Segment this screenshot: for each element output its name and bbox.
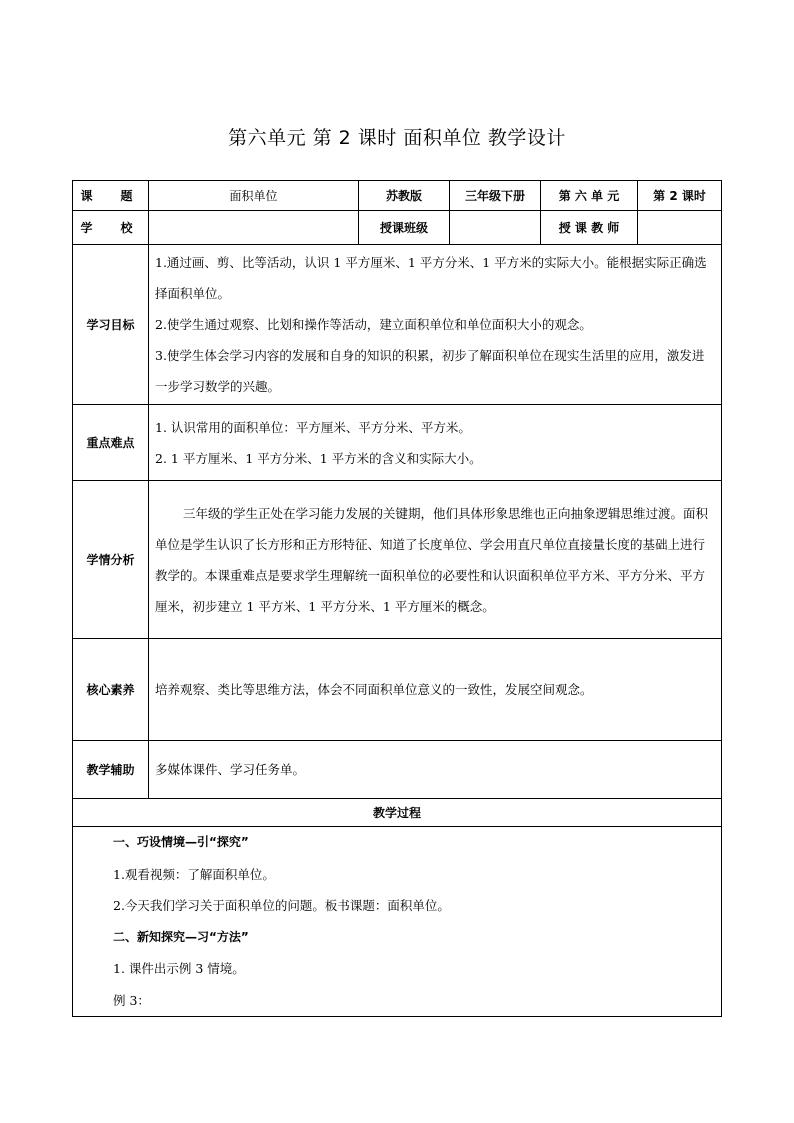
goals-row [73,245,722,405]
analysis-label: 学情分析 [73,481,149,639]
class-value [450,211,541,245]
analysis-content [149,481,722,639]
publisher-value: 苏教版 [359,181,450,211]
process-title-row [73,799,722,827]
goals-label: 学习目标 [73,245,149,405]
analysis-row [73,481,722,639]
process-section-heading: 二、新知探究—习“方法” [113,929,249,944]
process-content [73,827,722,1017]
teacher-value [638,211,722,245]
literacy-text: 培养观察、类比等思维方法，体会不同面积单位意义的一致性，发展空间观念。 [155,682,593,697]
topic-value: 面积单位 [149,181,359,211]
key-points-content [149,405,722,481]
literacy-row [73,639,722,741]
header-row-1 [73,181,722,211]
process-row [73,827,722,1017]
label-topic: 课 题 [73,181,149,211]
aids-content [149,741,722,799]
analysis-text: 三年级的学生正处在学习能力发展的关键期，他们具体形象思维也正向抽象逻辑思维过渡。面积单位是学生认识了长方形和正方形特征、知道了长度单位、学会用直尺单位直接量长度的基础上进行教学的。本课重难点是要求学生理解统一面积单位的必要性和认识面积单位平方米、平方分米、平方厘米，初步建立 1 平方米、1 平方分米、1 平方厘米的概念。 [155,505,709,614]
process-section-heading: 一、巧设情境—引“探究” [113,835,249,849]
process-line: 2.今天我们学习关于面积单位的问题。板书课题：面积单位。 [113,898,450,913]
goals-content [149,245,722,405]
lesson-plan-table [72,180,722,1017]
key-point-line: 2. 1 平方厘米、1 平方分米、1 平方米的含义和实际大小。 [155,450,482,466]
goals-line: 1.通过画、剪、比等活动，认识 1 平方厘米、1 平方分米、1 平方米的实际大小。能根据实际正确选择面积单位。 [155,255,707,301]
key-points-label: 重点难点 [73,405,149,481]
process-line: 1. 课件出示例 3 情境。 [113,961,245,976]
label-teacher: 授 课 教 师 [541,211,638,245]
literacy-content [149,639,722,741]
lesson-value: 第 2 课时 [638,181,722,211]
aids-label: 教学辅助 [73,741,149,799]
literacy-label: 核心素养 [73,639,149,741]
key-point-line: 1. 认识常用的面积单位：平方厘米、平方分米、平方米。 [155,419,471,435]
process-title: 教学过程 [73,799,722,827]
aids-text: 多媒体课件、学习任务单。 [155,762,306,777]
key-points-row [73,405,722,481]
aids-row [73,741,722,799]
label-class: 授课班级 [359,211,450,245]
process-line: 1.观看视频：了解面积单位。 [113,866,275,882]
unit-value: 第 六 单 元 [541,181,638,211]
process-line: 例 3： [113,992,150,1008]
document-title: 第六单元 第 2 课时 面积单位 教学设计 [228,127,566,149]
header-row-2 [73,211,722,245]
school-value [149,211,359,245]
goals-line: 3.使学生体会学习内容的发展和自身的知识的积累，初步了解面积单位在现实生活里的应用，激发进一步学习数学的兴趣。 [155,348,705,394]
label-school: 学 校 [73,211,149,245]
goals-line: 2.使学生通过观察、比划和操作等活动，建立面积单位和单位面积大小的观念。 [155,317,592,332]
grade-value: 三年级下册 [450,181,541,211]
